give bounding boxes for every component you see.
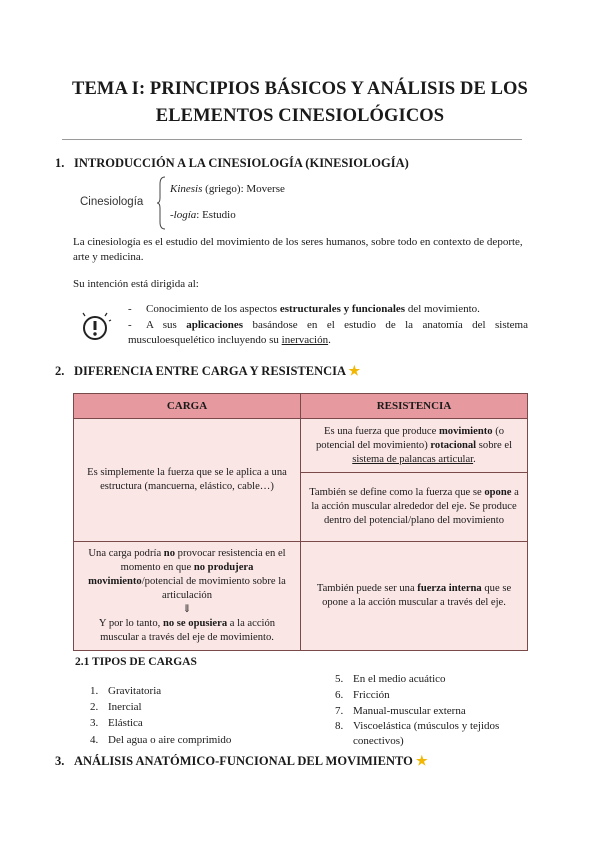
page-title: TEMA I: PRINCIPIOS BÁSICOS Y ANÁLISIS DE LOS ELEMENTOS CINESIOLÓGICOS: [72, 79, 528, 126]
carga-cell-1: Es simplemente la fuerza que se le aplica a una estructura (mancuerna, elástico, cable…): [74, 419, 301, 542]
definition-text: La cinesiología es el estudio del movimiento de los seres humanos, sobre todo en contexto de deporte, arte y medicina.: [73, 236, 523, 263]
table-row: [74, 542, 528, 651]
list-item: 5. En el medio acuático: [335, 673, 446, 685]
title-divider: [62, 139, 522, 140]
down-arrow-icon: ⇓: [182, 604, 192, 615]
list-item: 7. Manual-muscular externa: [335, 705, 466, 717]
list-item: 2. Inercial: [90, 701, 142, 714]
list-item: 8. Viscoelástica (músculos y tejidos conectivos): [335, 720, 500, 747]
bullet-1: - Conocimiento de los aspectos estructurales y funcionales del movimiento.: [128, 303, 480, 315]
list-item: 4. Del agua o aire comprimido: [90, 733, 232, 746]
section-1-heading: 1. INTRODUCCIÓN A LA CINESIOLOGÍA (KINESIOLOGÍA): [55, 156, 409, 170]
etymology-1: Kinesis (griego): Moverse: [170, 183, 285, 195]
section-3-heading: 3. ANÁLISIS ANATÓMICO-FUNCIONAL DEL MOVIMIENTO ★: [55, 753, 428, 768]
bullet-2: - A sus aplicaciones basándose en el estudio de la anatomía del sistema musculoesquelético incluyendo su inervación.: [128, 319, 529, 346]
carga-resistencia-table: [73, 393, 528, 651]
resistencia-cell-2: También se define como la fuerza que se opone a la acción muscular alrededor del eje. Se produce dentro del potencial/plano del movimiento: [301, 473, 528, 542]
list-item: 1. Gravitatoria: [90, 685, 162, 697]
warning-icon: [80, 312, 112, 342]
list-item: 3. Elástica: [90, 717, 143, 730]
star-icon: ★: [348, 363, 361, 378]
resistencia-cell-3: También puede ser una fuerza interna que se opone a la acción muscular a través del eje.: [301, 542, 528, 651]
etymology-2: -logía: Estudio: [170, 209, 236, 221]
carga-cell-2: Una carga podría no provocar resistencia en el momento en que no produjera movimiento/potencial de movimiento sobre la articulación ⇓ Y por lo tanto, no se opusiera a la acción muscular a través del eje de movimiento.: [74, 542, 301, 651]
table-header-row: [74, 394, 528, 419]
header-carga: CARGA: [74, 394, 301, 419]
list-item: 6. Fricción: [335, 689, 390, 701]
resistencia-cell-1: Es una fuerza que produce movimiento (o potencial del movimiento) rotacional sobre el sistema de palancas articular.: [301, 419, 528, 473]
term-cinesiologia: Cinesiología: [80, 196, 144, 208]
table-row: [74, 419, 528, 473]
header-resistencia: RESISTENCIA: [301, 394, 528, 419]
star-icon: ★: [415, 753, 428, 768]
types-list-left: [90, 683, 290, 748]
section-2-heading: 2. DIFERENCIA ENTRE CARGA Y RESISTENCIA ★: [55, 363, 361, 378]
types-list-right: [335, 671, 535, 749]
subsection-2-1-heading: 2.1 TIPOS DE CARGAS: [75, 656, 197, 668]
intent-text: Su intención está dirigida al:: [73, 278, 199, 290]
brace-icon: [157, 176, 166, 230]
